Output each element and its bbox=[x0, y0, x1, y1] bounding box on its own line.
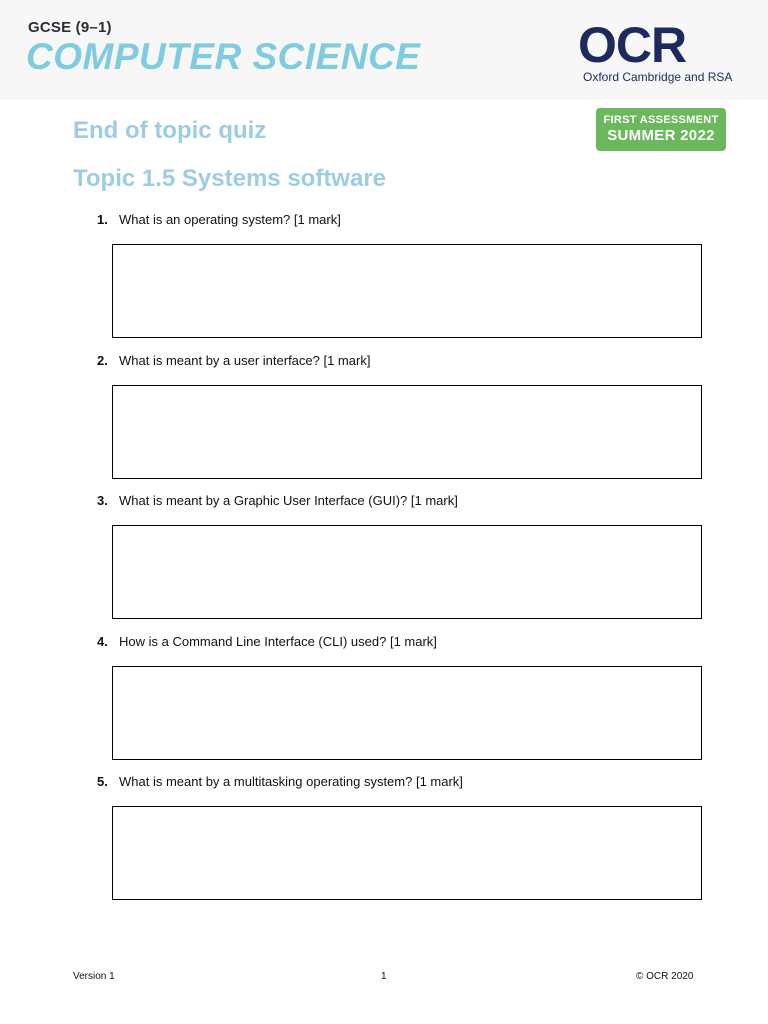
answer-box-2[interactable] bbox=[112, 385, 702, 479]
answer-box-1[interactable] bbox=[112, 244, 702, 338]
qualification-label: GCSE (9–1) bbox=[28, 19, 112, 36]
ocr-logo-text: OCR bbox=[578, 22, 687, 68]
quiz-title: End of topic quiz bbox=[73, 117, 267, 144]
question-number: 1. bbox=[97, 212, 108, 227]
question-text: What is meant by a Graphic User Interface (GUI)? [1 mark] bbox=[119, 493, 458, 508]
question-5 bbox=[97, 774, 463, 789]
question-number: 4. bbox=[97, 634, 108, 649]
question-number: 2. bbox=[97, 353, 108, 368]
badge-line-2: SUMMER 2022 bbox=[607, 127, 715, 144]
question-text: What is an operating system? [1 mark] bbox=[119, 212, 341, 227]
question-number: 5. bbox=[97, 774, 108, 789]
ocr-logo bbox=[578, 22, 740, 86]
answer-box-5[interactable] bbox=[112, 806, 702, 900]
ocr-logo-mark bbox=[578, 22, 740, 68]
answer-box-3[interactable] bbox=[112, 525, 702, 619]
question-text: How is a Command Line Interface (CLI) used? [1 mark] bbox=[119, 634, 437, 649]
question-1 bbox=[97, 212, 341, 227]
question-2 bbox=[97, 353, 370, 368]
question-number: 3. bbox=[97, 493, 108, 508]
footer-copyright: © OCR 2020 bbox=[636, 971, 694, 982]
footer-page-number: 1 bbox=[381, 971, 387, 982]
first-assessment-badge bbox=[596, 108, 726, 151]
badge-line-1: FIRST ASSESSMENT bbox=[603, 114, 719, 126]
answer-box-4[interactable] bbox=[112, 666, 702, 760]
topic-title: Topic 1.5 Systems software bbox=[73, 165, 387, 192]
question-text: What is meant by a multitasking operating system? [1 mark] bbox=[119, 774, 463, 789]
question-text: What is meant by a user interface? [1 mark] bbox=[119, 353, 371, 368]
question-3 bbox=[97, 493, 458, 508]
logo-tagline: Oxford Cambridge and RSA bbox=[583, 70, 733, 84]
subject-title: COMPUTER SCIENCE bbox=[26, 36, 421, 77]
footer-version: Version 1 bbox=[73, 971, 115, 982]
question-4 bbox=[97, 634, 437, 649]
